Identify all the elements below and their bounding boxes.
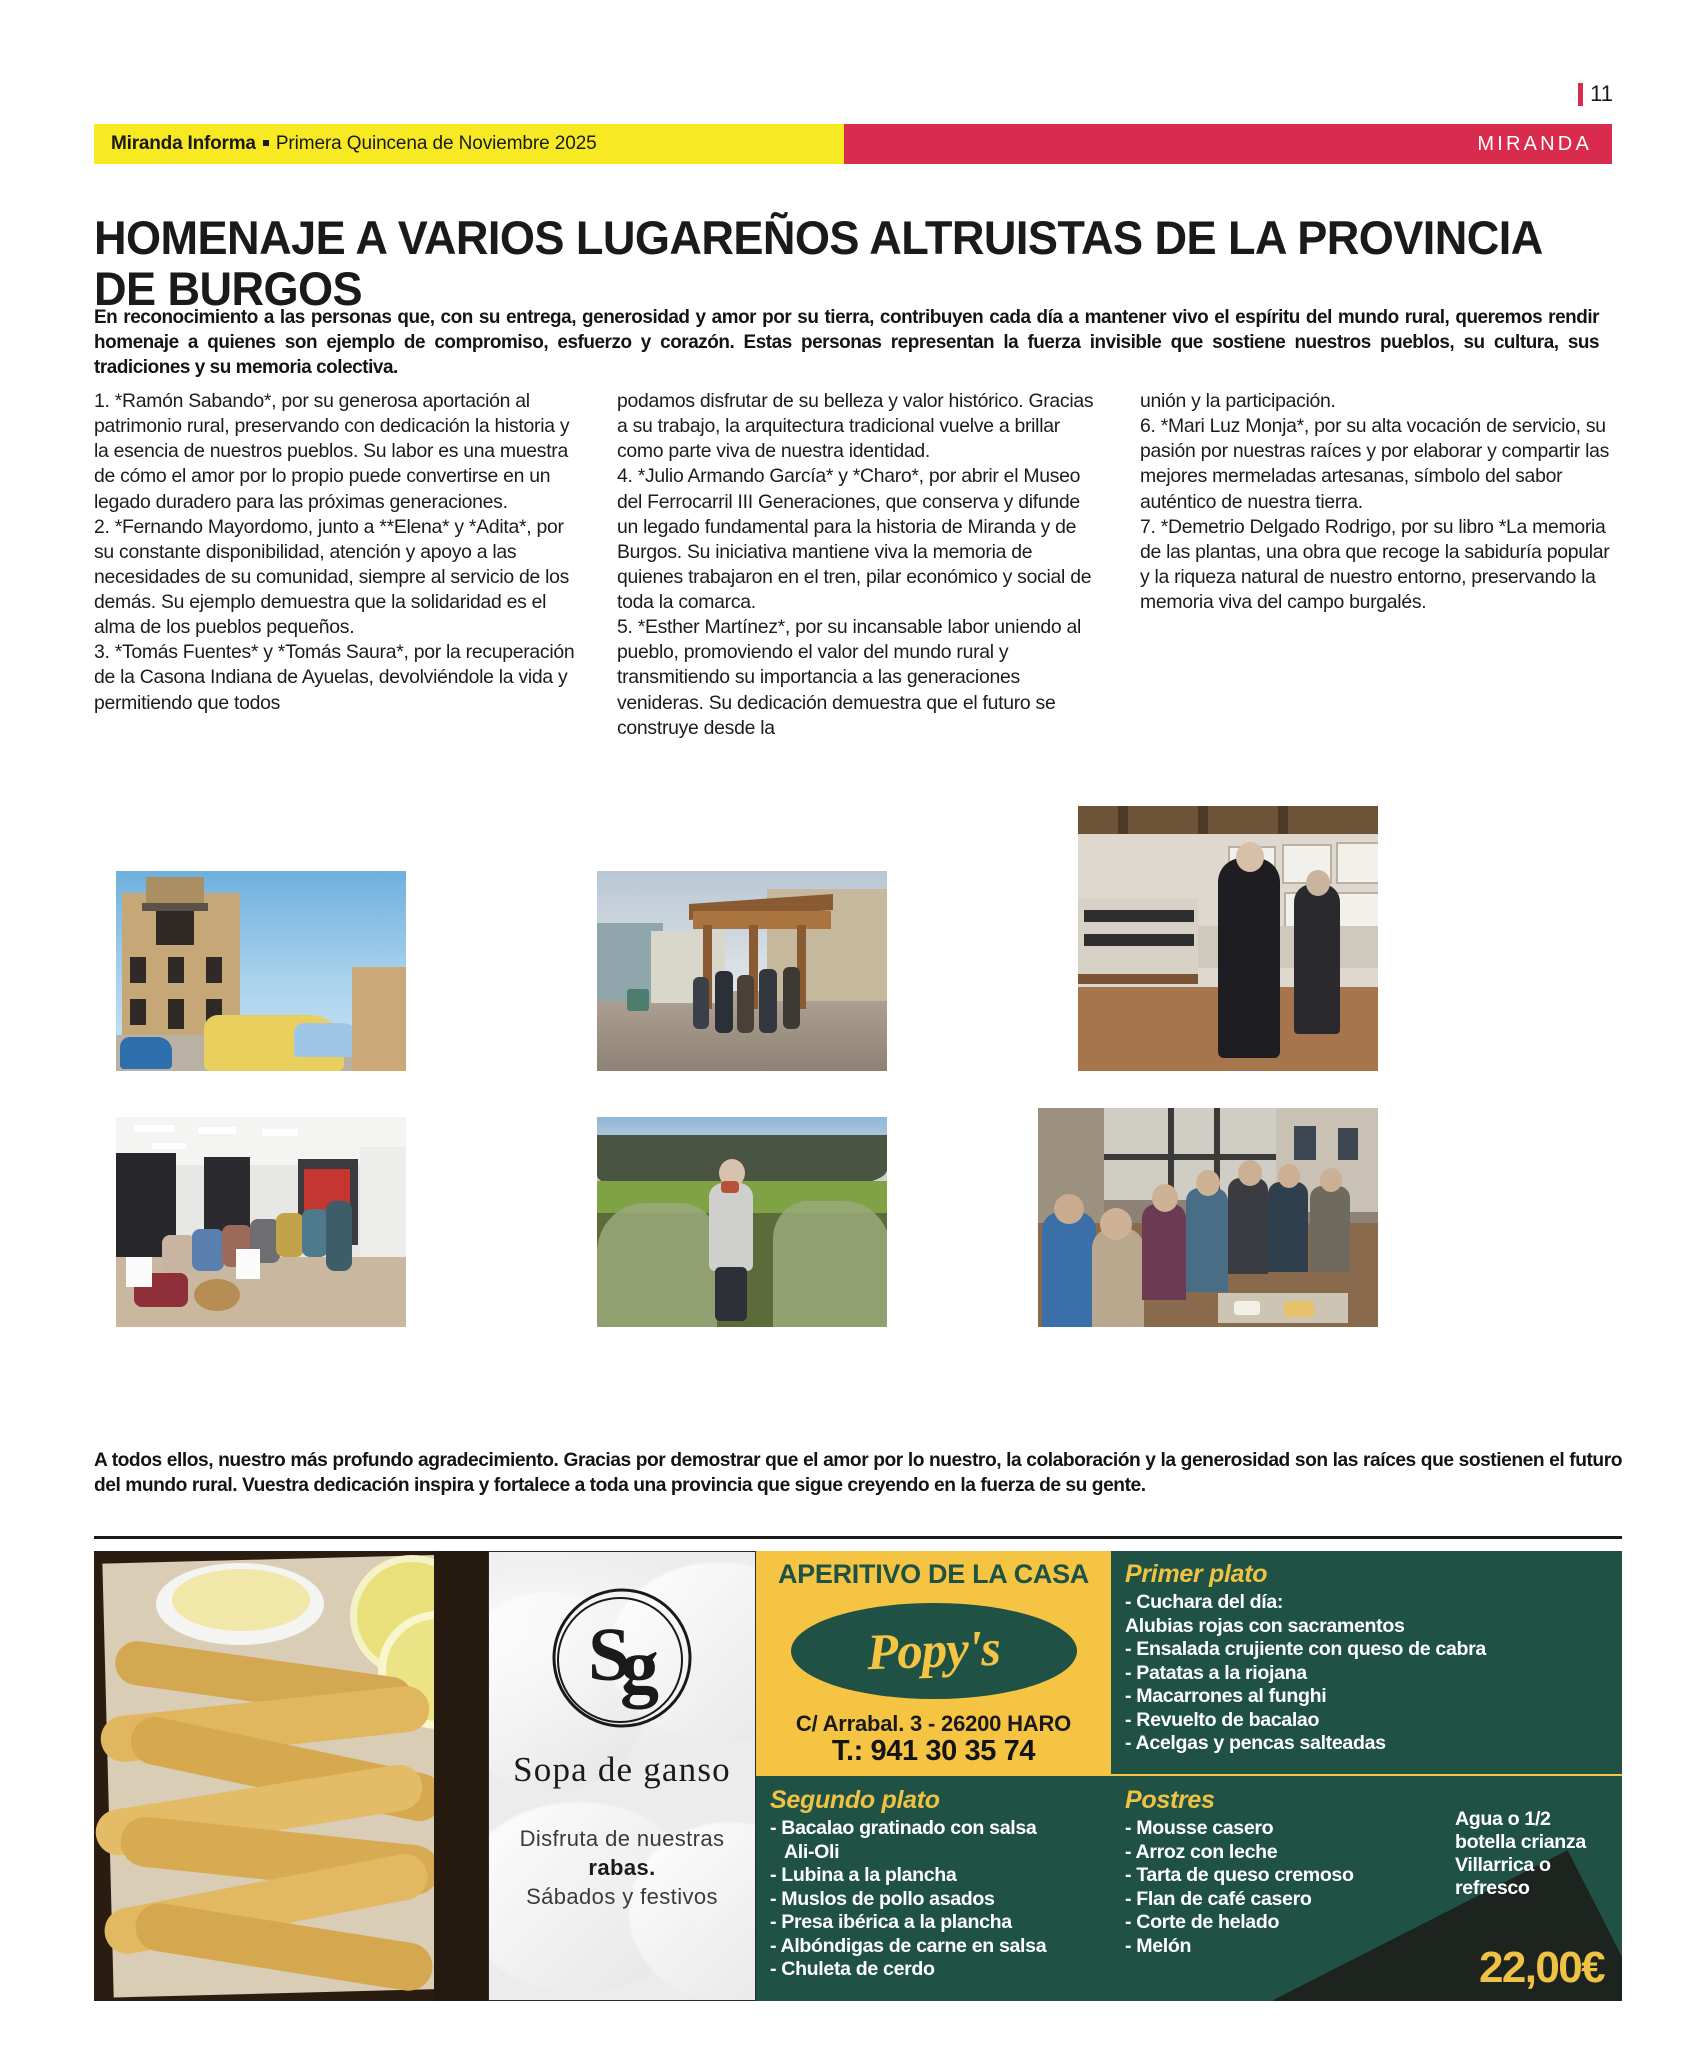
menu-item: - Macarrones al funghi [1125, 1685, 1327, 1707]
popys-logo-icon [791, 1603, 1077, 1699]
menu-price-value: 22,00€ [1479, 1943, 1604, 1992]
tagline-line-3: Sábados y festivos [526, 1884, 718, 1910]
menu-price-area [1455, 1786, 1612, 1995]
menu-item: - Arroz con leche [1125, 1840, 1278, 1863]
menu-primer-plato-title: Primer plato [1125, 1560, 1268, 1588]
menu-item: - Melón [1125, 1934, 1192, 1957]
menu-item: - Patatas a la riojana [1125, 1661, 1307, 1684]
menu-item: - Chuleta de cerdo [770, 1958, 935, 1980]
article-lead-paragraph: En reconocimiento a las personas que, con su entrega, generosidad y amor por su tierra, contribuyen cada día a mantener vivo el espíritu del mundo rural, queremos rendir homenaje a quienes son ejemplo de compromiso, esfuerzo y corazón. Estas personas representan la fuerza invisible que sostiene nuestros pueblos, su cultura, sus tradiciones y su memoria colectiva. [94, 307, 1600, 379]
menu-item: - Corte de helado [1125, 1911, 1280, 1933]
popys-brand-block [756, 1551, 1111, 1774]
masthead-brand: Miranda Informa [111, 133, 256, 154]
menu-item: Ali-Oli [784, 1840, 840, 1863]
menu-item: - Tarta de queso cremoso [1125, 1864, 1354, 1886]
article-closing-paragraph: A todos ellos, nuestro más profundo agradecimiento. Gracias por demostrar que el amor por lo nuestro, la colaboración y la generosidad son las raíces que sostienen el futuro del mundo rural. Vuestra dedicación inspira y fortalece a toda una provincia que sigue creyendo en la fuerza de su gente. [94, 1450, 1622, 1497]
page-number [1578, 81, 1613, 107]
popys-aperitivo-label: APERITIVO DE LA CASA [777, 1559, 1090, 1589]
menu-item: - Mousse casero [1125, 1817, 1274, 1839]
popys-address: C/ Arrabal. 3 - 26200 HARO [795, 1711, 1072, 1736]
menu-item: - Revuelto de bacalao [1125, 1708, 1320, 1731]
menu-segundo-plato [756, 1774, 1111, 2001]
paragraph: 5. *Esther Martínez*, por su incansable labor uniendo al pueblo, promoviendo el valor del mundo rural y transmitiendo su importancia a las generaciones venideras. Su dedicación demuestra que el futuro se construye desde la [617, 616, 1081, 739]
photo-plaza-soportal [597, 871, 887, 1071]
masthead-section-label: MIRANDA [1477, 132, 1592, 155]
ad-popys [756, 1551, 1622, 2001]
paragraph: unión y la participación. [1140, 390, 1336, 412]
menu-drink-note: Agua o 1/2 botella crianza Villarrica o refresco [1455, 1808, 1586, 1899]
photo-casona-indiana [116, 871, 406, 1071]
sopa-de-ganso-name: Sopa de ganso [513, 1750, 731, 1789]
bullet-separator-icon [263, 140, 269, 146]
tagline-line-1: Disfruta de nuestras [519, 1826, 725, 1851]
photo-mujer-campo [597, 1117, 887, 1327]
page-number-tick [1578, 83, 1583, 106]
paragraph: 6. *Mari Luz Monja*, por su alta vocación de servicio, su pasión por nuestras raíces y por elaborar y compartir las mejores mermeladas artesanas, símbolo del sabor auténtico de nuestra tierra. [1140, 415, 1610, 513]
sopa-de-ganso-tagline [520, 1824, 725, 1911]
menu-item: - Bacalao gratinado con salsa [770, 1817, 1037, 1839]
section-divider [94, 1536, 1622, 1539]
menu-item: Alubias rojas con sacramentos [1125, 1614, 1405, 1637]
advertisement-strip [94, 1551, 1622, 2001]
sopa-de-ganso-logo-icon [546, 1582, 698, 1734]
menu-item: - Acelgas y pencas salteadas [1125, 1732, 1386, 1754]
menu-item: - Lubina a la plancha [770, 1864, 957, 1886]
ad-photo-rabas [94, 1551, 488, 2001]
paragraph: 7. *Demetrio Delgado Rodrigo, por su libro *La memoria de las plantas, una obra que recoge la sabiduría popular y la riqueza natural de nuestro entorno, preservando la memoria viva del campo burgalés. [1140, 515, 1610, 613]
menu-item: - Albóndigas de carne en salsa [770, 1934, 1047, 1957]
article-column-1 [94, 389, 575, 741]
article-columns [94, 389, 1622, 741]
photo-comida-popular [1038, 1108, 1378, 1327]
menu-segundo-plato-items [770, 1817, 1101, 1982]
menu-postres-title: Postres [1125, 1786, 1215, 1814]
photo-sala-reunion [116, 1117, 406, 1327]
article-column-2 [617, 389, 1098, 741]
paragraph: 3. *Tomás Fuentes* y *Tomás Saura*, por la recuperación de la Casona Indiana de Ayuelas, devolviéndole la vida y permitiendo que todos [94, 641, 575, 714]
tagline-bold: rabas. [588, 1855, 656, 1881]
paragraph: 2. *Fernando Mayordomo, junto a **Elena* y *Adita*, por su constante disponibilidad, atención y apoyo a las necesidades de su comunidad, siempre al servicio de los demás. Su ejemplo demuestra que la solidaridad es el alma de los pueblos pequeños. [94, 515, 570, 639]
menu-postres-and-price [1111, 1774, 1622, 2001]
masthead [94, 124, 1612, 164]
menu-item: - Flan de café casero [1125, 1887, 1312, 1910]
menu-primer-plato-items [1125, 1591, 1612, 1756]
masthead-yellow-bar [94, 124, 844, 164]
svg-text:g: g [620, 1622, 659, 1709]
menu-segundo-plato-title: Segundo plato [770, 1786, 940, 1814]
article-headline: HOMENAJE A VARIOS LUGAREÑOS ALTRUISTAS DE LA PROVINCIA DE BURGOS [94, 211, 1542, 316]
paragraph: podamos disfrutar de su belleza y valor histórico. Gracias a su trabajo, la arquitectura tradicional vuelve a brillar como parte viva de nuestra identidad. [617, 390, 1094, 463]
menu-item: - Presa ibérica a la plancha [770, 1911, 1012, 1933]
page-number-value: 11 [1590, 81, 1613, 106]
paragraph: 1. *Ramón Sabando*, por su generosa aportación al patrimonio rural, preservando con dedicación la historia y la esencia de nuestros pueblos. Su labor es una muestra de cómo el amor por lo propio puede convertirse en un legado duradero para las próximas generaciones. [94, 390, 570, 513]
ad-sopa-de-ganso [488, 1551, 756, 2001]
photo-museo-ferrocarril [1078, 806, 1378, 1071]
menu-item: - Cuchara del día: [1125, 1591, 1284, 1613]
svg-text:S: S [588, 1613, 631, 1697]
article-column-3 [1140, 389, 1621, 741]
menu-primer-plato [1111, 1551, 1622, 1774]
menu-item: - Muslos de pollo asados [770, 1887, 995, 1910]
masthead-red-bar [844, 124, 1612, 164]
popys-telephone: T.: 941 30 35 74 [831, 1735, 1036, 1767]
popys-logo-text: Popy's [866, 1620, 1001, 1681]
menu-item: - Ensalada crujiente con queso de cabra [1125, 1638, 1486, 1660]
masthead-date: Primera Quincena de Noviembre 2025 [275, 133, 597, 154]
paragraph: 4. *Julio Armando García* y *Charo*, por abrir el Museo del Ferrocarril III Generaciones, que conserva y difunde un legado fundamental para la historia de Miranda y de Burgos. Su iniciativa mantiene viva la memoria de quienes trabajaron en el tren, pilar económico y social de toda la comarca. [617, 465, 1092, 613]
